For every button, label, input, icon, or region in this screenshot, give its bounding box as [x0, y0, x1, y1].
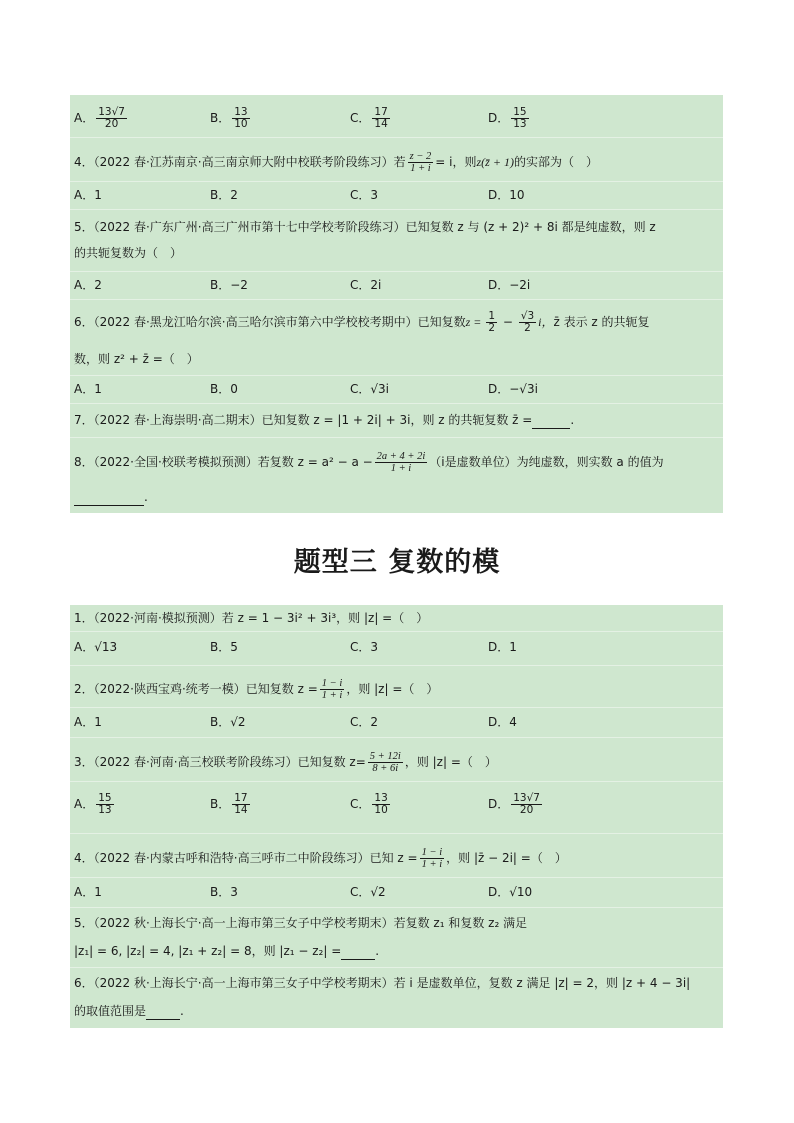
option-c[interactable]: C．2i	[350, 278, 382, 292]
option-d[interactable]: D．4	[488, 715, 517, 729]
option-a[interactable]: A． $\frac{15}{13}$	[74, 792, 112, 816]
options-row-prev	[70, 95, 723, 138]
option-c[interactable]: C．3	[350, 640, 379, 654]
option-b[interactable]: B．5	[210, 640, 238, 654]
option-d[interactable]: D． $\frac{13√7}{20}$	[488, 792, 540, 816]
question-4: 4．（2022 春·江苏南京·高三南京师大附中校联考阶段练习）若 $\frac{z - 2}{1 + i}$ = i，则z(z̄ + 1)的实部为（ ）	[70, 137, 723, 182]
option-a[interactable]: A．1	[74, 715, 102, 729]
question-5: 5．（2022 秋·上海长宁·高一上海市第三女子中学校考期末）若复数 z₁ 和复数 z₂ 满足 |z₁| = 6, |z₂| = 4, |z₁ + z₂| = 8，则 |z₁ − z₂| = .	[70, 907, 723, 968]
question-6: 6．（2022 秋·上海长宁·高一上海市第三女子中学校考期末）若 i 是虚数单位，复数 z 满足 |z| = 2，则 |z + 4 − 3i| 的取值范围是 .	[74, 976, 691, 1018]
question-7: 7．（2022 春·上海崇明·高二期末）已知复数 z = |1 + 2i| + 3i，则 z 的共轭复数 z̄ = .	[70, 403, 723, 438]
question-8: 8．（2022·全国·校联考模拟预测）若复数 z = a² − a − $\frac{2a + 4 + 2i}{1 + i}$ （i是虚数单位）为纯虚数，则实数 a 的值为 .	[74, 451, 664, 504]
option-b[interactable]: B．0	[210, 382, 238, 396]
answer-blank[interactable]	[74, 489, 144, 506]
option-d[interactable]: D．1	[488, 640, 517, 654]
question-4-options	[70, 181, 723, 210]
answer-blank[interactable]	[341, 943, 375, 960]
answer-blank[interactable]	[146, 1003, 180, 1020]
answer-blank[interactable]	[532, 412, 570, 429]
option-c[interactable]: C． $\frac{13}{10}$	[350, 792, 388, 816]
question-panel-2	[70, 605, 723, 1028]
option-d[interactable]: D．−√3i	[488, 382, 538, 396]
option-b[interactable]: B． $\frac{17}{14}$	[210, 792, 248, 816]
option-d[interactable]: D．√10	[488, 885, 533, 899]
option-a[interactable]: A．2	[74, 278, 102, 292]
option-d[interactable]: D．−2i	[488, 278, 531, 292]
option-c[interactable]: C． $\frac{17}{14}$	[350, 106, 388, 130]
option-c[interactable]: C．2	[350, 715, 379, 729]
option-a[interactable]: A．1	[74, 188, 102, 202]
question-4: 4．（2022 春·内蒙古呼和浩特·高三呼市二中阶段练习）已知 z = $\frac{1 - i}{1 + i}$ ，则 |z̄ − 2i| =（ ）	[70, 833, 723, 878]
question-2: 2．（2022·陕西宝鸡·统考一模）已知复数 z = $\frac{1 - i}{1 + i}$ ，则 |z| =（ ）	[70, 665, 723, 708]
option-b[interactable]: B．3	[210, 885, 238, 899]
question-5-options	[70, 271, 723, 300]
option-b[interactable]: B．2	[210, 188, 238, 202]
option-c[interactable]: C．√2	[350, 885, 386, 899]
section-heading: 题型三 复数的模	[293, 547, 501, 578]
option-b[interactable]: B． $\frac{13}{10}$	[210, 106, 248, 130]
question-2-options	[70, 707, 723, 738]
option-c[interactable]: C．3	[350, 188, 379, 202]
option-a[interactable]: A．1	[74, 885, 102, 899]
option-a[interactable]: A．√13	[74, 640, 118, 654]
question-6: 6．（2022 春·黑龙江哈尔滨·高三哈尔滨市第六中学校校考期中）已知复数z = $\frac{1}{2}$ − $\frac{√3}{2}$ i，z̄ 表示 z 的共轭复 数，则 z² + z̄ =（ ）	[70, 299, 723, 376]
option-a[interactable]: A．1	[74, 382, 102, 396]
question-3-options	[70, 781, 723, 834]
question-1-options	[70, 631, 723, 666]
question-6-options	[70, 375, 723, 404]
option-c[interactable]: C．√3i	[350, 382, 389, 396]
option-d[interactable]: D． $\frac{15}{13}$	[488, 106, 527, 130]
question-3: 3．（2022 春·河南·高三校联考阶段练习）已知复数 z= $\frac{5 + 12i}{8 + 6i}$ ，则 |z| =（ ）	[70, 737, 723, 782]
option-b[interactable]: B．√2	[210, 715, 246, 729]
option-b[interactable]: B．−2	[210, 278, 248, 292]
question-4-options	[70, 877, 723, 908]
question-1: 1．（2022·河南·模拟预测）若 z = 1 − 3i² + 3i³，则 |z| =（ ）	[70, 605, 723, 632]
option-a[interactable]: A． $\frac{13√7}{20}$	[74, 106, 125, 130]
question-5: 5．（2022 春·广东广州·高三广州市第十七中学校考阶段练习）已知复数 z 与 (z + 2)² + 8i 都是纯虚数，则 z 的共轭复数为（ ）	[70, 209, 723, 272]
question-panel-1	[70, 95, 723, 513]
option-d[interactable]: D．10	[488, 188, 525, 202]
